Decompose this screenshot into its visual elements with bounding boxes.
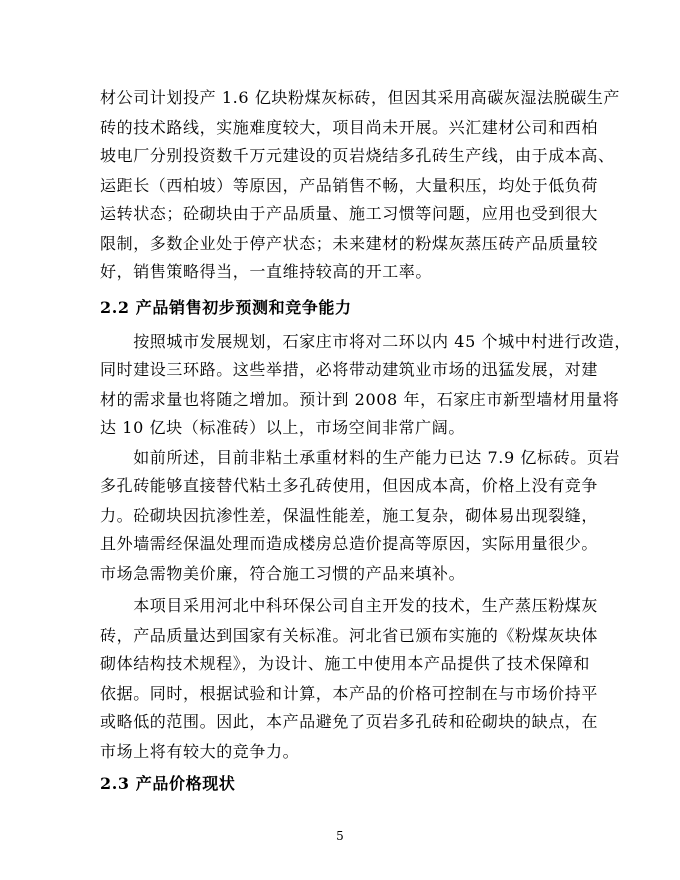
paragraph-line: 力。砼砌块因抗渗性差，保温性能差，施工复杂，砌体易出现裂缝， xyxy=(100,506,599,525)
section-heading-2-3: 2.3 产品价格现状 xyxy=(100,774,236,793)
paragraph-line: 材的需求量也将随之增加。预计到 2008 年，石家庄市新型墙材用量将 xyxy=(100,390,620,409)
paragraph-line: 如前所述，目前非粘土承重材料的生产能力已达 7.9 亿标砖。页岩 xyxy=(100,448,621,467)
paragraph-line: 坡电厂分别投资数千万元建设的页岩烧结多孔砖生产线，由于成本高、 xyxy=(100,146,615,165)
paragraph-line: 市场急需物美价廉，符合施工习惯的产品来填补。 xyxy=(100,564,466,583)
section-heading-2-2: 2.2 产品销售初步预测和竞争能力 xyxy=(100,298,352,317)
paragraph-line: 砌体结构技术规程》，为设计、施工中使用本产品提供了技术保障和 xyxy=(100,654,591,673)
paragraph-line: 同时建设三环路。这些举措，必将带动建筑业市场的迅猛发展，对建 xyxy=(100,360,599,379)
paragraph-line: 市场上将有较大的竞争力。 xyxy=(100,742,300,761)
paragraph-line: 运距长（西柏坡）等原因，产品销售不畅，大量积压，均处于低负荷 xyxy=(100,176,599,195)
paragraph-line: 限制，多数企业处于停产状态；未来建材的粉煤灰蒸压砖产品质量较 xyxy=(100,234,599,253)
paragraph-line: 且外墙需经保温处理而造成楼房总造价提高等原因，实际用量很少。 xyxy=(100,534,599,553)
paragraph-line: 依据。同时，根据试验和计算，本产品的价格可控制在与市场价持平 xyxy=(100,684,599,703)
paragraph-line: 运转状态；砼砌块由于产品质量、施工习惯等问题，应用也受到很大 xyxy=(100,204,599,223)
paragraph-line: 达 10 亿块（标准砖）以上，市场空间非常广阔。 xyxy=(100,418,465,437)
paragraph-line: 按照城市发展规划，石家庄市将对二环以内 45 个城中村进行改造， xyxy=(100,332,631,351)
paragraph-line: 本项目采用河北中科环保公司自主开发的技术，生产蒸压粉煤灰 xyxy=(100,596,599,615)
paragraph-line: 多孔砖能够直接替代粘土多孔砖使用，但因成本高，价格上没有竞争 xyxy=(100,476,599,495)
paragraph-line: 砖的技术路线，实施难度较大，项目尚未开展。兴汇建材公司和西柏 xyxy=(100,118,599,137)
paragraph-line: 砖，产品质量达到国家有关标准。河北省已颁布实施的《粉煤灰块体 xyxy=(100,626,599,645)
page-number: 5 xyxy=(336,829,344,843)
paragraph-line: 好，销售策略得当，一直维持较高的开工率。 xyxy=(100,262,433,281)
paragraph-line: 材公司计划投产 1.6 亿块粉煤灰标砖，但因其采用高碳灰湿法脱碳生产 xyxy=(100,88,621,107)
paragraph-line: 或略低的范围。因此，本产品避免了页岩多孔砖和砼砌块的缺点，在 xyxy=(100,712,599,731)
